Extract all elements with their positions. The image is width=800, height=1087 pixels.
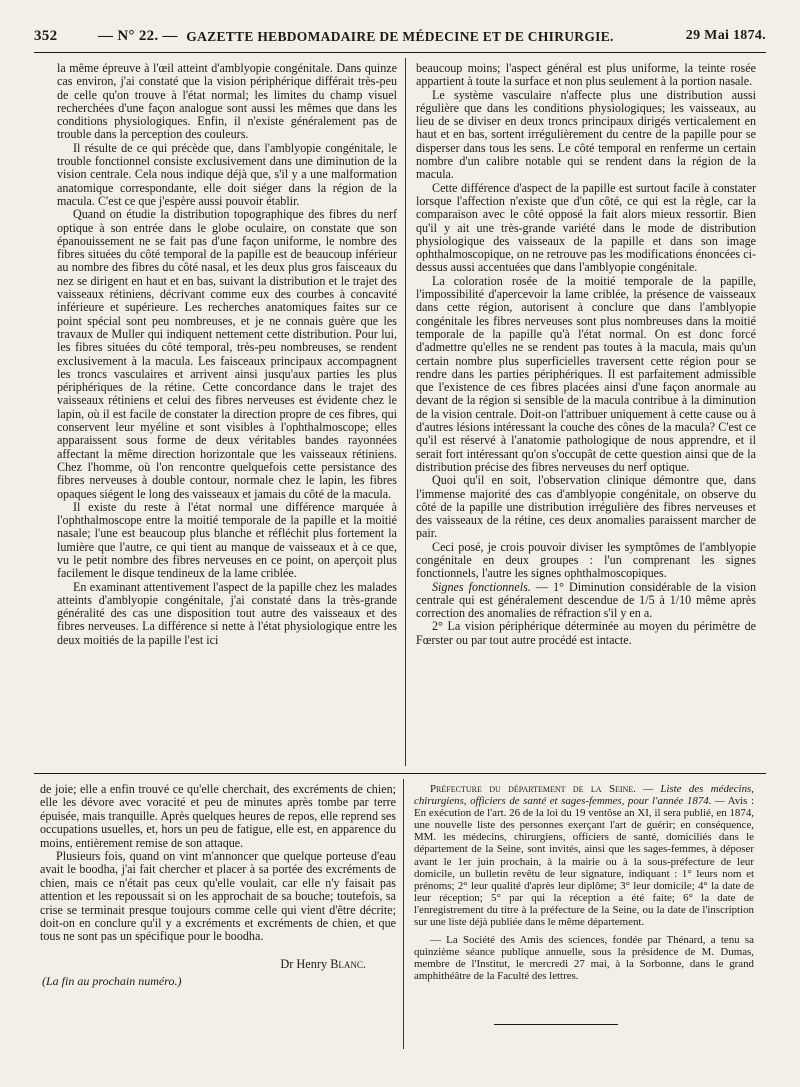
article-paragraph: Ceci posé, je crois pouvoir diviser les symptômes de l'amblyopie congénitale en deux groupes : l'un comprenant les signes fonctionnels, l'autre les signes ophthalmoscopiques. — [416, 539, 756, 581]
journal-title: GAZETTE HEBDOMADAIRE DE MÉDECINE ET DE CHIRURGIE. — [186, 29, 614, 44]
header-rule — [34, 52, 766, 53]
article-paragraph: Cette différence d'aspect de la papille est surtout facile à constater lorsque l'affection n'existe que d'un côté, ce qui est la règle, car la comparaison avec le côté opposé la fait alors mieux ressortir. Bien qu'il y ait une très-grande variété dans le mode de distribution physiologique des vaisseaux de la papille et dans son image ophthalmoscopique, on ne retrouve pas les modifications énoncées ci-dessus aussi accentuées que dans l'amblyopie congénitale. — [416, 180, 756, 275]
article-paragraph: Il existe du reste à l'état normal une différence marquée à l'ophthalmoscope entre la moitié temporale de la papille et la moitié nasale; l'une est beaucoup plus blanche et réfléchit plus fortement la lumière que l'autre, ce qui tient au manque de vaisseaux et à ce que, vu le petit nombre des fibres nerveuses en ce point, on aperçoit plus facilement le disque tendineux de la lame criblée. — [57, 499, 397, 581]
author-signature — [40, 958, 396, 971]
prefecture-notice — [414, 783, 754, 928]
feuilleton-paragraph: Plusieurs fois, quand on vint m'annoncer que quelque porteuse d'eau avait le boodha, j'ai fait chercher et placer à sa portée des excréments de chien, mais ce n'était pas ceux qu'elle voulait, car elle n'y faisait pas attention et les repoussait si on les approchait de sa bouche; toutefois, sa crise se terminait presque toujours comme celle qui vient d'être décrite; doit-on en conclure qu'il y a excréments et excréments de chien, et que tous ne sont pas un spécifique pour le boodha. — [40, 849, 396, 944]
article-paragraph: Il résulte de ce qui précède que, dans l'amblyopie congénitale, le trouble fonctionnel consiste exclusivement dans une diminution de la vision centrale. Cela nous indique déjà que, s'il y a une malformation anatomique correspondante, elle doit siéger dans la région de la macula. C'est ce que j'espère aussi pouvoir établir. — [57, 140, 397, 208]
feuilleton-paragraph: de joie; elle a enfin trouvé ce qu'elle cherchait, des excréments de chien; elle les dévore avec voracité et peu de minutes après tombe par terre épuisée, mais tranquille. Après quelques heures de repos, elle reprend ses occupations usuelles, et, hors un peu de fatigue, elle est, en apparence du moins, entièrement remise de son attaque. — [40, 782, 396, 850]
prefecture-text: Avis : En exécution de l'art. 26 de la loi du 19 ventôse an XI, il sera publié, en 1874, une nouvelle liste des personnes exerçant l'art de guérir; en conséquence, MM. les médecins, chirurgiens, officiers de santé, domiciliés dans le département de la Seine, sont invités, ainsi que les sages-femmes, à déposer avant le 1er juin prochain, à la mairie ou à la sous-préfecture de leur domicile, un bulletin revêtu de leur signature, indiquant : 1° leurs nom et prénoms; 2° leur qualité d'après leur diplôme; 3° leur domicile; 4° la date de leur réception; 5° par qui la réception a été faite; 6° la date de l'enregistrement du titre à la préfecture de la Seine, ou la date de l'inscription sur une liste déjà publiée dans le même département. — [414, 795, 755, 929]
society-notice: — La Société des Amis des sciences, fondée par Thénard, a tenu sa quinzième séance publique annuelle, sous la présidence de M. Dumas, membre de l'Institut, le mercredi 27 mai, à la Sorbonne, dans le grand amphithéâtre de la Faculté des lettres. — [414, 934, 754, 983]
article-paragraph: Quoi qu'il en soit, l'observation clinique démontre que, dans l'immense majorité des cas d'amblyopie congénitale, on observe du côté de la papille une distribution irrégulière des fibres nerveuses et des vaisseaux de la rétine, ces deux anomalies paraissent marcher de pair. — [416, 473, 756, 541]
prefecture-heading: Préfecture du département de la Seine. — [430, 783, 636, 795]
issue-number: — N° 22. — — [98, 28, 178, 44]
continuation-note: (La fin au prochain numéro.) — [42, 974, 182, 989]
bottom-column-divider — [403, 779, 404, 1049]
signs-text: — 1° Diminution considérable de la vision centrale qui est généralement descendue de 1/5 à 1/10 même après correction des anomalies de réfraction s'il y en a. — [416, 579, 756, 621]
notices — [414, 783, 754, 983]
page-number: 352 — [34, 28, 58, 44]
author-name: Blanc. — [330, 956, 366, 971]
end-rule — [494, 1024, 618, 1025]
page-header — [34, 28, 766, 50]
article-left-column — [57, 62, 397, 762]
signs-paragraph-2: 2° La vision périphérique déterminée au moyen du périmètre de Fœrster ou par tout autre procédé est intacte. — [416, 619, 756, 647]
article-paragraph: En examinant attentivement l'aspect de la papille chez les malades atteints d'amblyopie congénitale, j'ai constaté dans la très-grande généralité des cas une disposition tout autre des vaisseaux et des fibres nerveuses. La différence si nette à l'état physiologique entre les deux moitiés de la papille l'est ici — [57, 579, 397, 647]
feuilleton-rule — [34, 773, 766, 774]
column-divider — [405, 58, 406, 766]
article-paragraph: la même épreuve à l'œil atteint d'amblyopie congénitale. Dans quinze cas environ, j'ai constaté que la vision périphérique différait très-peu de celle qu'on trouve à l'état normal; les limites du champ visuel recherchées d'une façon analogue sont aussi les mêmes que dans les conditions physiologiques. Enfin, il n'existe généralement pas de trouble dans la perception des couleurs. — [57, 62, 397, 142]
signs-paragraph — [416, 581, 756, 621]
article-paragraph: beaucoup moins; l'aspect général est plus uniforme, la teinte rosée appartient à toute la surface et non plus seulement à la portion nasale. — [416, 62, 756, 89]
prefecture-title: — Liste des médecins, chirurgiens, officiers de santé et sages-femmes, pour l'année 1874. — — [414, 783, 754, 808]
article-paragraph: Le système vasculaire n'affecte plus une distribution aussi régulière que dans les conditions physiologiques; les vaisseaux, au lieu de se diviser en deux troncs principaux dirigés verticalement en haut et en bas, sortent irrégulièrement du centre de la papille pour se disperser dans tous les sens. Le côté temporal en renferme un certain nombre d'un calibre notable qui se rendent dans la région de la macula. — [416, 87, 756, 182]
issue-date: 29 Mai 1874. — [685, 28, 766, 43]
signs-heading: Signes fonctionnels. — [432, 579, 531, 594]
article-right-column — [416, 62, 756, 762]
author-prefix: Dr Henry — [280, 956, 328, 971]
article-paragraph: Quand on étudie la distribution topographique des fibres du nerf optique à son entrée dans le globe oculaire, on constate que son épanouissement ne se fait pas d'une façon uniforme, le nombre des fibres situées du côté temporal de la papille est de beaucoup inférieur au nombre des fibres du côté nasal, et les deux plus gros faisceaux du nez se dirigent en haut et en bas, suivant la distribution et le trajet des vaisseaux rétiniens, décrivant comme eux des courbes à concavité inférieure et supérieure. Les recherches anatomiques faites sur ce point spécial sont peu nombreuses, et je ne connais guère que les travaux de Muller qui indiquent nettement cette distribution. Pour lui, les fibres situées du côté temporal, très-peu nombreuses, se rendent exclusivement à la macula. Les faisceaux principaux accompagnent les troncs vasculaires et arrivent ainsi jusqu'aux parties les plus périphériques de la rétine. Cette concordance dans le trajet des vaisseaux rétiniens et celui des fibres nerveuses est évidente chez le lapin, où il est facile de constater la direction propre de ces fibres, qui conservent leur myéline et sont visibles à l'ophthalmoscope; elles apparaissent sous forme de deux véritables bandes rayonnées affectant la même direction horizontale que les vaisseaux rétiniens. Chez l'homme, où l'on rencontre quelquefois cette persistance des fibres nerveuses à double contour, normale chez le lapin, les fibres opaques siégent le long des vaisseaux et jamais du côté de la macula. — [57, 207, 397, 501]
article-paragraph: La coloration rosée de la moitié temporale de la papille, l'impossibilité d'apercevoir la lame criblée, la présence de vaisseaux dans cette région, autorisent à conclure que dans l'amblyopie congénitale les fibres nerveuses sont plus nombreuses dans la moitié temporale de la papille qu'à l'état normal. On est donc forcé d'admettre qu'elles ne se rendent pas toutes à la macula, mais qu'un certain nombre plus superficielles traversent cette région pour se rendre dans les parties périphériques. Il est parfaitement admissible que l'existence de ces fibres placées ainsi d'une façon anormale au devant de la région si sensible de la macula contribue à la diminution de la vision centrale. Doit-on l'attribuer uniquement à cette cause ou à d'autres lésions intéressant la couche des cônes de la macula? C'est ce qu'il est réservé à l'anatomie pathologique de nous apprendre, et il serait fort intéressant qu'on s'occupât de cette question ainsi que de la distribution précise des fibres nerveuses du nerf optique. — [416, 273, 756, 474]
feuilleton — [40, 783, 396, 989]
